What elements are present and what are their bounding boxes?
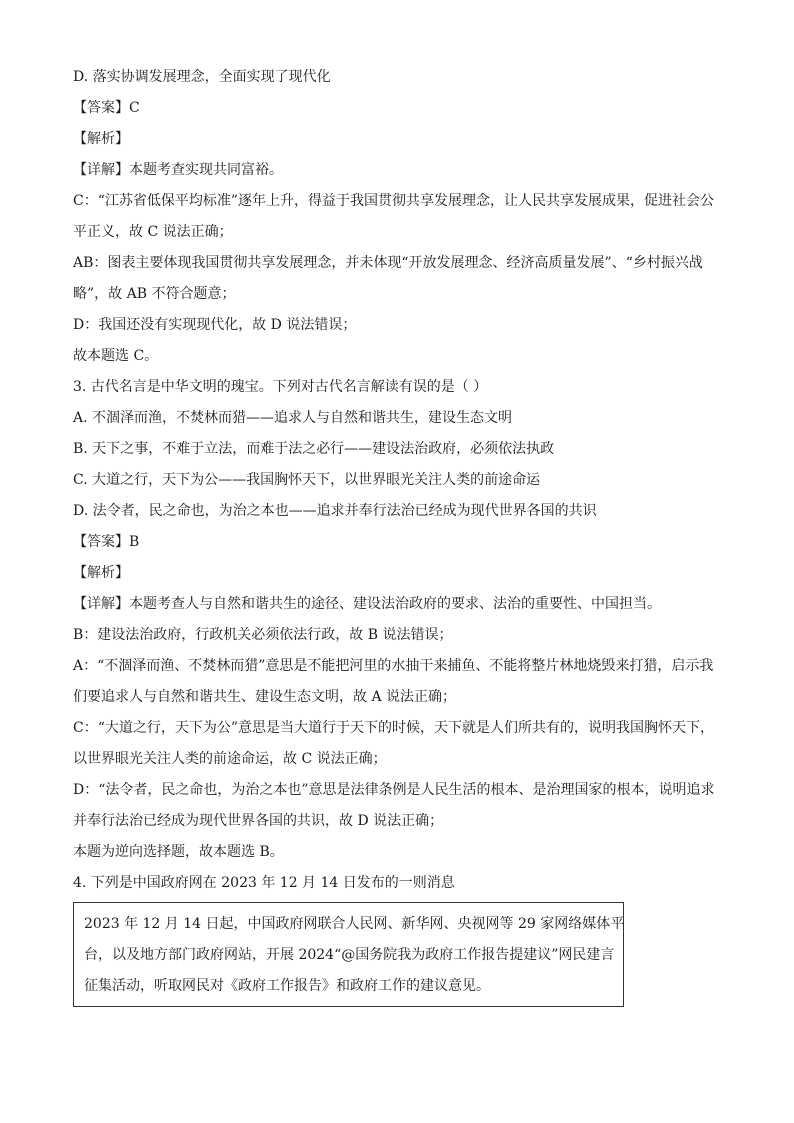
q2-c-line2: 平正义，故 C 说法正确； <box>73 224 233 240</box>
q4-stem: 4. 下列是中国政府网在 2023 年 12 月 14 日发布的一则消息 <box>73 875 455 891</box>
q4-notice-line1: 2023 年 12 月 14 日起，中国政府网联合人民网、新华网、央视网等 29 家网络媒体平 <box>84 916 625 932</box>
q2-d-line: D：我国还没有实现现代化，故 D 说法错误； <box>73 317 357 333</box>
q2-detail: 【详解】本题考查实现共同富裕。 <box>73 162 283 178</box>
q3-c-line1: C：“大道之行，天下为公”意思是当大道行于天下的时候，天下就是人们所共有的，说明我国胸怀天下， <box>73 720 715 736</box>
q3-d-line2: 并奉行法治已经成为现代世界各国的共识，故 D 说法正确； <box>73 813 444 829</box>
q2-option-d: D. 落实协调发展理念，全面实现了现代化 <box>73 69 331 85</box>
q3-b-line: B：建设法治政府，行政机关必须依法行政，故 B 说法错误； <box>73 627 453 643</box>
q3-detail: 【详解】本题考查人与自然和谐共生的途径、建设法治政府的要求、法治的重要性、中国担当。 <box>73 596 661 612</box>
q3-c-line2: 以世界眼光关注人类的前途命运，故 C 说法正确； <box>73 751 387 767</box>
q2-answer: 【答案】C <box>73 100 140 116</box>
q2-ab-line2: 略”，故 AB 不符合题意； <box>73 286 236 302</box>
q2-analysis-label: 【解析】 <box>73 131 129 147</box>
q3-option-b: B. 天下之事，不难于立法，而难于法之必行——建设法治政府，必须依法执政 <box>73 441 555 457</box>
q2-conclusion: 故本题选 C。 <box>73 348 159 364</box>
document-body <box>73 62 733 899</box>
q3-option-c: C. 大道之行，天下为公——我国胸怀天下，以世界眼光关注人类的前途命运 <box>73 472 541 488</box>
q4-notice-box <box>73 902 624 1007</box>
q4-notice-line3: 征集活动，听取网民对《政府工作报告》和政府工作的建议意见。 <box>84 978 490 994</box>
q4-notice-line2: 台，以及地方部门政府网站，开展 2024“@国务院我为政府工作报告提建议”网民建言 <box>84 947 615 963</box>
q3-analysis-label: 【解析】 <box>73 565 129 581</box>
q3-d-line1: D：“法令者，民之命也，为治之本也”意思是法律条例是人民生活的根本、是治理国家的根本，说明追求 <box>73 782 715 798</box>
q3-option-a: A. 不涸泽而渔，不焚林而猎——追求人与自然和谐共生，建设生态文明 <box>73 410 513 426</box>
q3-a-line2: 们要追求人与自然和谐共生、建设生态文明，故 A 说法正确； <box>73 689 457 705</box>
q2-ab-line1: AB：图表主要体现我国贯彻共享发展理念，并未体现“开放发展理念、经济高质量发展”、“乡村振兴战 <box>73 255 703 271</box>
q3-stem: 3. 古代名言是中华文明的瑰宝。下列对古代名言解读有误的是（ ） <box>73 379 488 395</box>
q3-a-line1: A：“不涸泽而渔、不焚林而猎”意思是不能把河里的水抽干来捕鱼、不能将整片林地烧毁来打猎，启示我 <box>73 658 714 674</box>
q2-c-line1: C：“江苏省低保平均标准”逐年上升，得益于我国贯彻共享发展理念，让人民共享发展成果，促进社会公 <box>73 193 715 209</box>
q3-answer: 【答案】B <box>73 534 140 550</box>
q3-option-d: D. 法令者，民之命也，为治之本也——追求并奉行法治已经成为现代世界各国的共识 <box>73 503 597 519</box>
q3-conclusion: 本题为逆向选择题，故本题选 B。 <box>73 844 284 860</box>
